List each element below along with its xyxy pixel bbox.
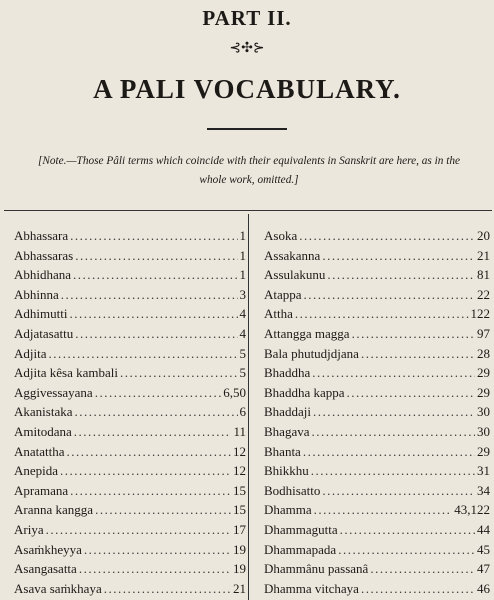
entry-page-number: 44 xyxy=(477,521,490,537)
entry-page-number: 29 xyxy=(477,365,490,381)
entry-page-number: 11 xyxy=(233,423,246,439)
entry-page-number: 31 xyxy=(477,463,490,479)
vocabulary-entry xyxy=(264,520,490,540)
entry-page-number: 97 xyxy=(477,325,490,341)
leader-dots xyxy=(75,324,237,344)
vocabulary-entry xyxy=(14,481,246,501)
column-divider xyxy=(248,214,249,600)
vocabulary-entry xyxy=(14,579,246,599)
leader-dots xyxy=(361,579,475,599)
entry-page-number: 12 xyxy=(233,443,246,459)
vocabulary-entry xyxy=(14,304,246,324)
leader-dots xyxy=(60,461,231,481)
entry-term: Assakanna xyxy=(264,247,321,263)
vocabulary-entry xyxy=(14,500,246,520)
vocabulary-entry xyxy=(264,363,490,383)
leader-dots xyxy=(79,559,231,579)
leader-dots xyxy=(70,481,231,501)
leader-dots xyxy=(74,422,232,442)
entry-term: Assulakunu xyxy=(264,267,326,283)
vocabulary-entry xyxy=(14,383,246,403)
vocabulary-entry xyxy=(264,383,490,403)
ornament-icon: ⊰✣⊱ xyxy=(229,40,265,56)
entry-term: Dhammapada xyxy=(264,541,337,557)
vocabulary-entry xyxy=(264,500,490,520)
title-rule xyxy=(207,128,287,130)
leader-dots xyxy=(299,226,475,246)
entry-page-number: 43,122 xyxy=(454,502,490,518)
leader-dots xyxy=(322,481,475,501)
vocabulary-entry xyxy=(264,540,490,560)
leader-dots xyxy=(104,579,231,599)
entry-page-number: 21 xyxy=(233,580,246,596)
entry-term: Atappa xyxy=(264,286,302,302)
entry-term: Abhinna xyxy=(14,286,59,302)
leader-dots xyxy=(312,363,475,383)
leader-dots xyxy=(327,265,475,285)
leader-dots xyxy=(338,540,475,560)
vocabulary-column-left xyxy=(14,226,246,598)
vocabulary-entry xyxy=(14,402,246,422)
vocabulary-entry xyxy=(14,442,246,462)
leader-dots xyxy=(75,246,237,266)
entry-page-number: 19 xyxy=(233,541,246,557)
entry-term: Asava saṁkhaya xyxy=(14,580,102,596)
vocabulary-entry xyxy=(264,402,490,422)
entry-page-number: 122 xyxy=(470,306,490,322)
entry-term: Anepida xyxy=(14,463,59,479)
vocabulary-entry xyxy=(14,265,246,285)
entry-page-number: 30 xyxy=(477,423,490,439)
leader-dots xyxy=(67,442,231,462)
entry-term: Adjita xyxy=(14,345,47,361)
entry-term: Abhidhana xyxy=(14,267,72,283)
leader-dots xyxy=(352,324,475,344)
entry-term: Adhimutti xyxy=(14,306,68,322)
entry-page-number: 6 xyxy=(239,404,246,420)
vocabulary-entry xyxy=(14,324,246,344)
vocabulary-entry xyxy=(14,285,246,305)
entry-page-number: 20 xyxy=(477,228,490,243)
entry-term: Bhaddaji xyxy=(264,404,311,420)
vocabulary-entry xyxy=(14,422,246,442)
leader-dots xyxy=(314,500,453,520)
entry-term: Apramana xyxy=(14,482,69,498)
entry-page-number: 1 xyxy=(239,247,246,263)
entry-term: Attangga magga xyxy=(264,325,350,341)
entry-term: Bodhisatto xyxy=(264,482,321,498)
vocabulary-entry xyxy=(264,265,490,285)
entry-page-number: 81 xyxy=(477,267,490,283)
entry-term: Adjatasattu xyxy=(14,325,74,341)
entry-page-number: 17 xyxy=(233,521,246,537)
vocabulary-entry xyxy=(264,481,490,501)
leader-dots xyxy=(95,383,222,403)
vocabulary-entry xyxy=(14,226,246,246)
entry-page-number: 4 xyxy=(239,325,246,341)
entry-term: Akanistaka xyxy=(14,404,73,420)
leader-dots xyxy=(361,344,475,364)
vocabulary-entry xyxy=(14,461,246,481)
entry-page-number: 1 xyxy=(239,267,246,283)
entry-term: Dhammânu passanâ xyxy=(264,561,369,577)
entry-term: Asoka xyxy=(264,228,298,243)
entry-term: Aranna kangga xyxy=(14,502,94,518)
leader-dots xyxy=(311,422,475,442)
leader-dots xyxy=(347,383,475,403)
vocabulary-entry xyxy=(14,344,246,364)
leader-dots xyxy=(370,559,475,579)
vocabulary-entry xyxy=(14,520,246,540)
leader-dots xyxy=(84,540,231,560)
entry-page-number: 22 xyxy=(477,286,490,302)
entry-page-number: 45 xyxy=(477,541,490,557)
entry-term: Bhaddha xyxy=(264,365,311,381)
entry-term: Bala phutudjdjana xyxy=(264,345,359,361)
entry-page-number: 34 xyxy=(477,482,490,498)
leader-dots xyxy=(73,265,237,285)
entry-page-number: 47 xyxy=(477,561,490,577)
vocabulary-entry xyxy=(14,540,246,560)
vocabulary-entry xyxy=(264,246,490,266)
vocabulary-entry xyxy=(264,442,490,462)
vocabulary-entry xyxy=(264,285,490,305)
entry-page-number: 6,50 xyxy=(223,384,246,400)
entry-page-number: 4 xyxy=(239,306,246,322)
part-heading: PART II. xyxy=(202,6,292,30)
entry-term: Bhikkhu xyxy=(264,463,309,479)
entry-term: Bhaddha kappa xyxy=(264,384,345,400)
entry-term: Dhammagutta xyxy=(264,521,338,537)
leader-dots xyxy=(303,442,475,462)
entry-page-number: 3 xyxy=(239,286,246,302)
vocabulary-entry xyxy=(264,461,490,481)
leader-dots xyxy=(69,304,237,324)
entry-term: Bhagava xyxy=(264,423,310,439)
entry-term: Abhassaras xyxy=(14,247,74,263)
entry-page-number: 5 xyxy=(239,345,246,361)
entry-page-number: 29 xyxy=(477,443,490,459)
leader-dots xyxy=(49,344,238,364)
editorial-note: [Note.—Those Pâli terms which coincide with their equivalents in Sanskrit are here, as in the whole work, omitted.] xyxy=(37,155,461,186)
leader-dots xyxy=(340,520,475,540)
entry-page-number: 5 xyxy=(239,365,246,381)
leader-dots xyxy=(95,500,231,520)
vocabulary-entry xyxy=(264,344,490,364)
vocabulary-entry xyxy=(14,246,246,266)
entry-term: Dhamma xyxy=(264,502,312,518)
leader-dots xyxy=(311,461,475,481)
entry-term: Amitodana xyxy=(14,423,72,439)
page-title: A PALI VOCABULARY. xyxy=(93,74,401,104)
entry-page-number: 30 xyxy=(477,404,490,420)
entry-page-number: 19 xyxy=(233,561,246,577)
entry-page-number: 28 xyxy=(477,345,490,361)
entry-page-number: 15 xyxy=(233,482,246,498)
vocabulary-entry xyxy=(14,559,246,579)
entry-page-number: 21 xyxy=(477,247,490,263)
leader-dots xyxy=(46,520,231,540)
leader-dots xyxy=(120,363,238,383)
entry-term: Adjita kêsa kambali xyxy=(14,365,118,381)
entry-term: Asaṁkheyya xyxy=(14,541,82,557)
leader-dots xyxy=(322,246,475,266)
entry-term: Abhassara xyxy=(14,228,69,243)
vocabulary-entry xyxy=(14,363,246,383)
entry-term: Bhanta xyxy=(264,443,301,459)
vocabulary-entry xyxy=(264,226,490,246)
entry-term: Ariya xyxy=(14,521,44,537)
vocabulary-entry xyxy=(264,304,490,324)
leader-dots xyxy=(70,226,237,246)
entry-term: Attha xyxy=(264,306,293,322)
entry-term: Anatattha xyxy=(14,443,65,459)
leader-dots xyxy=(304,285,475,305)
entry-page-number: 46 xyxy=(477,580,490,596)
vocabulary-entry xyxy=(264,559,490,579)
entry-term: Dhamma vitchaya xyxy=(264,580,359,596)
leader-dots xyxy=(313,402,475,422)
leader-dots xyxy=(74,402,237,422)
vocabulary-entry xyxy=(264,579,490,599)
entry-page-number: 29 xyxy=(477,384,490,400)
entry-term: Asangasatta xyxy=(14,561,77,577)
leader-dots xyxy=(61,285,238,305)
entry-page-number: 12 xyxy=(233,463,246,479)
vocabulary-entry xyxy=(264,324,490,344)
entry-term: Aggivessayana xyxy=(14,384,93,400)
table-top-rule xyxy=(4,210,492,211)
entry-page-number: 15 xyxy=(233,502,246,518)
leader-dots xyxy=(295,304,469,324)
vocabulary-entry xyxy=(264,422,490,442)
entry-page-number: 1 xyxy=(239,228,246,243)
vocabulary-column-right xyxy=(264,226,490,598)
